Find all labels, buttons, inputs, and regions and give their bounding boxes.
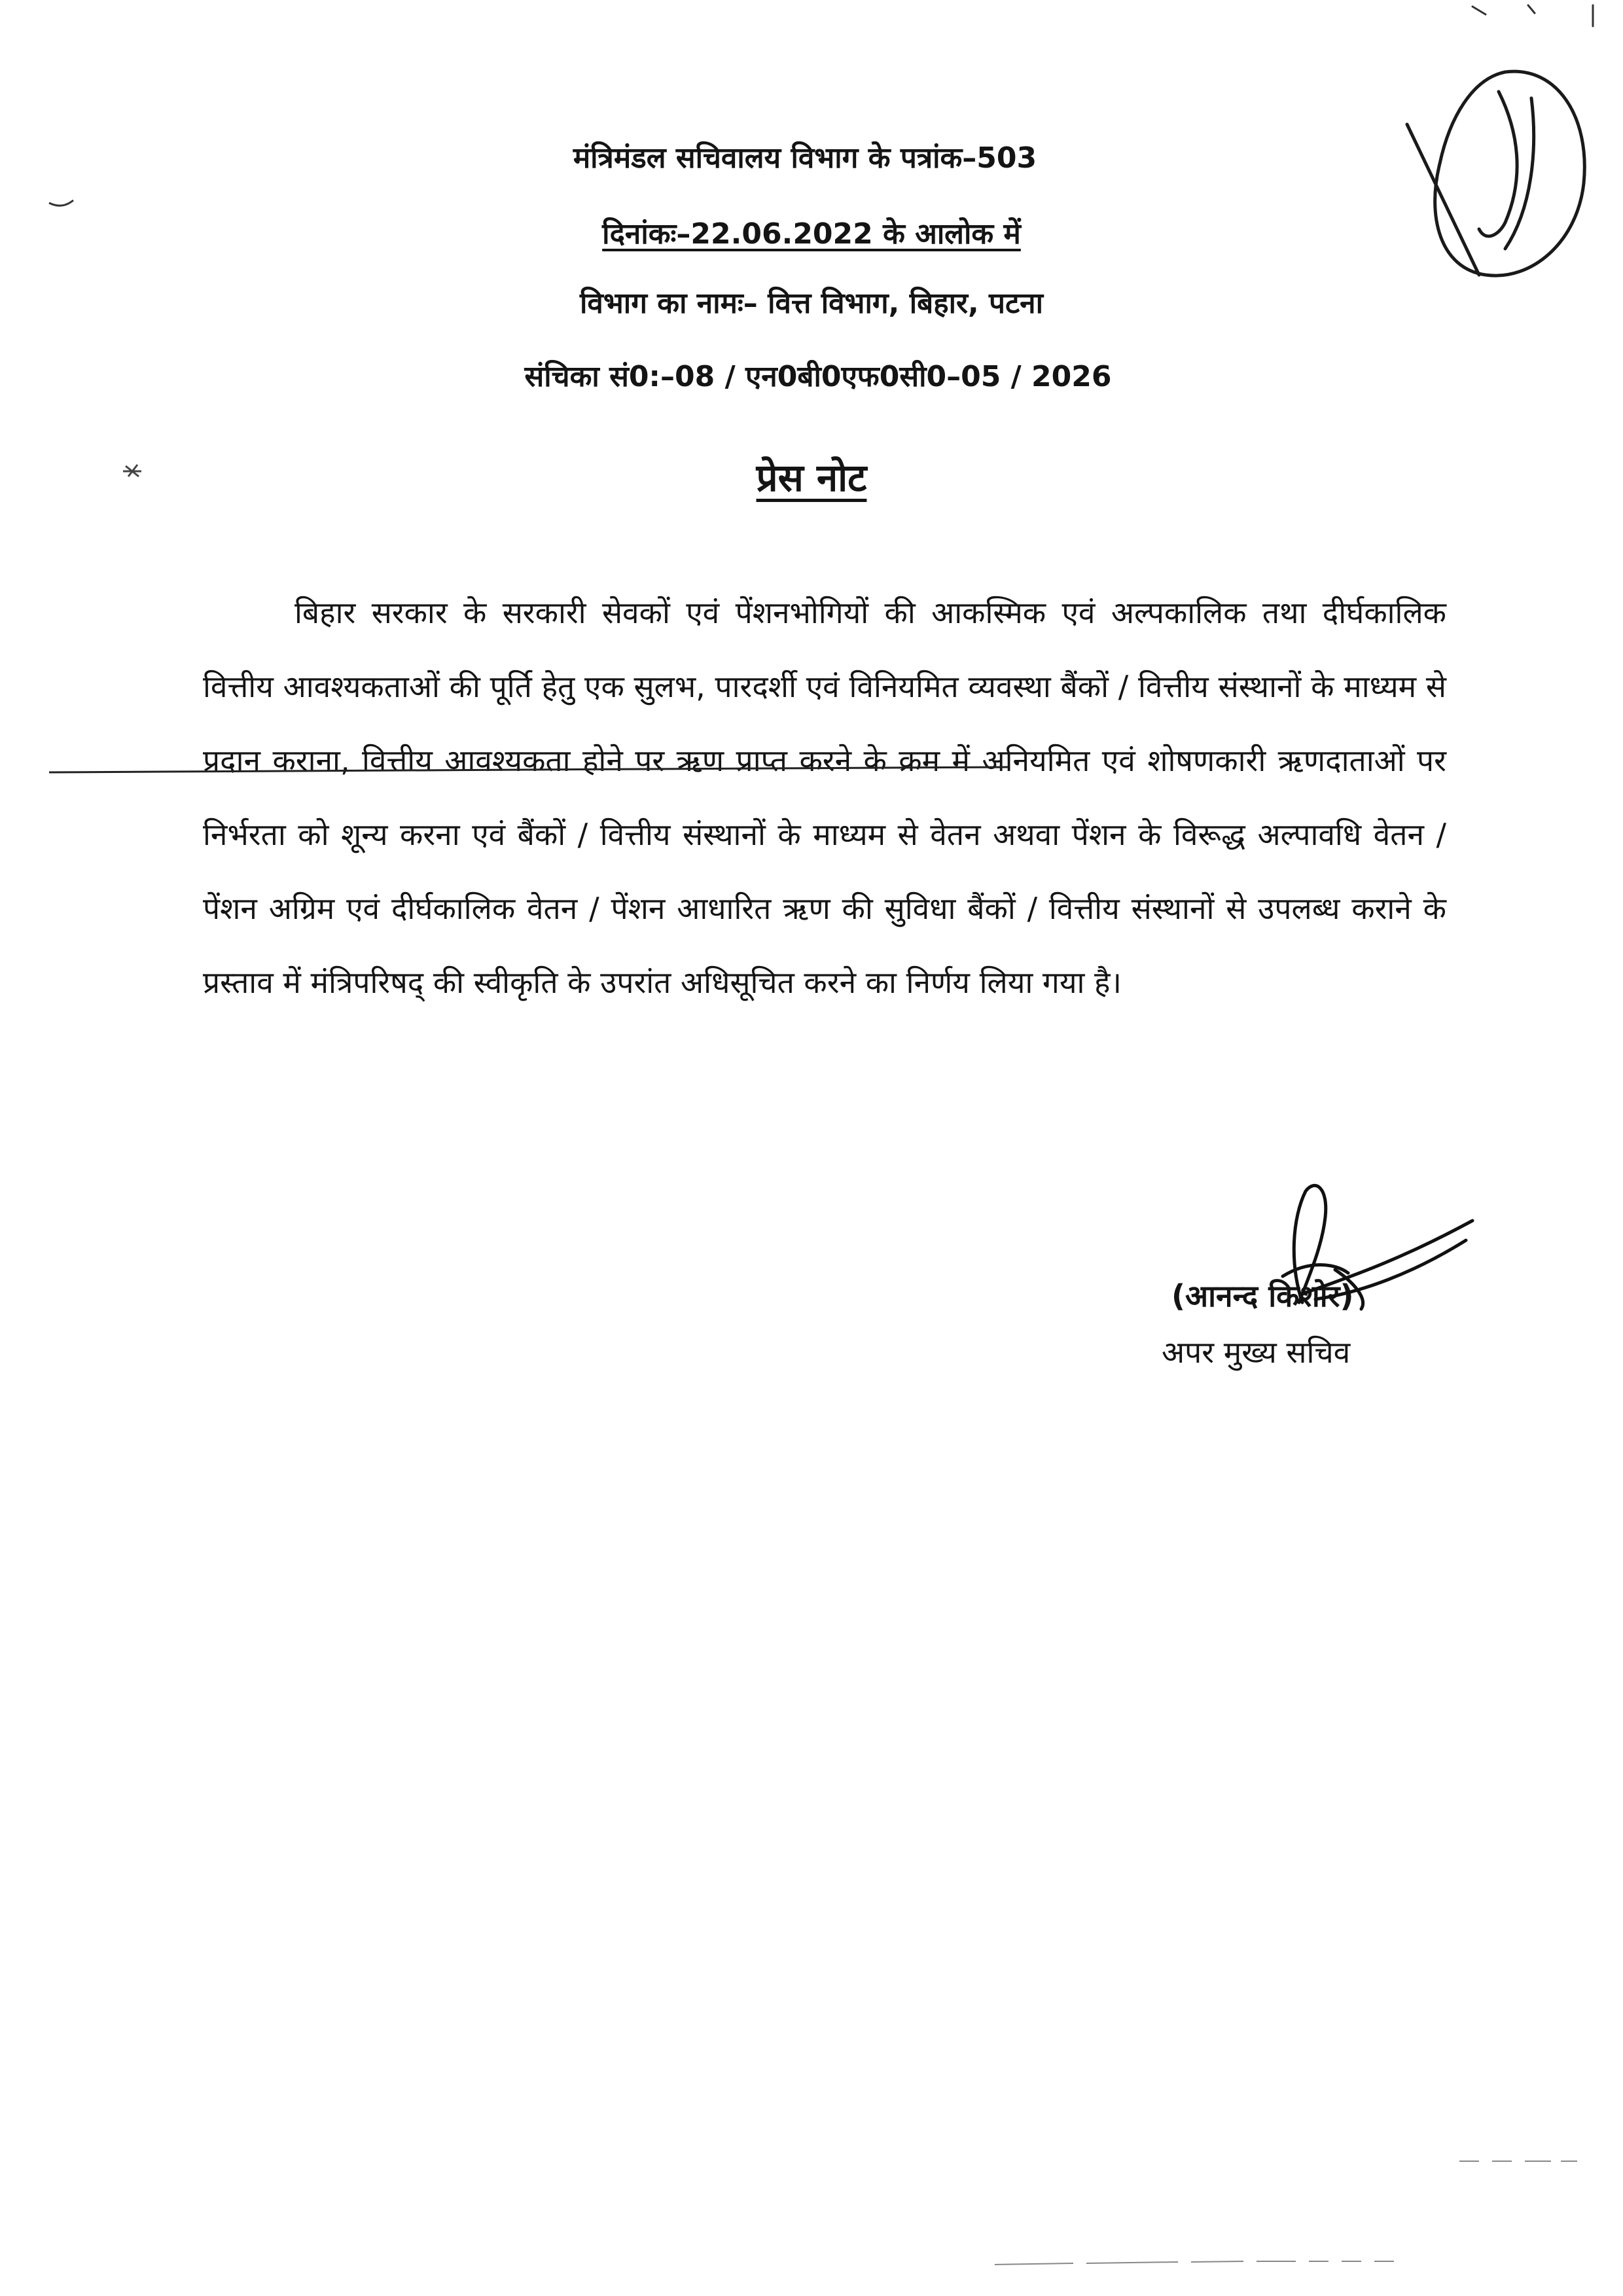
reference-date-text: दिनांकः–22.06.2022 के आलोक में	[602, 217, 1021, 251]
margin-mark	[49, 200, 73, 206]
bottom-faint-lines	[995, 2161, 1577, 2265]
department-name-line: विभाग का नामः– वित्त विभाग, बिहार, पटना	[580, 287, 1043, 320]
signatory-name: (आनन्द किशोर)	[1171, 1278, 1354, 1314]
press-note-title: प्रेस नोट	[756, 456, 867, 500]
reference-date-line	[0, 215, 1623, 254]
press-note-body: बिहार सरकार के सरकारी सेवकों एवं पेंशनभोगियों की आकस्मिक एवं अल्पकालिक तथा दीर्घकालिक वित्तीय आवश्यकताओं की पूर्ति हेतु एक सुलभ, पारदर्शी एवं विनियमित व्यवस्था बैंकों / वित्तीय संस्थानों के माध्यम से प्रदान कराना, वित्तीय आवश्यकता होने पर ऋण प्राप्त करने के क्रम में अनियमित एवं शोषणकारी ऋणदाताओं पर निर्भरता को शून्य करना एवं बैंकों / वित्तीय संस्थानों के माध्यम से वेतन अथवा पेंशन के विरूद्ध अल्पावधि वेतन / पेंशन अग्रिम एवं दीर्घकालिक वेतन / पेंशन आधारित ऋण की सुविधा बैंकों / वित्तीय संस्थानों से उपलब्ध कराने के प्रस्ताव में मंत्रिपरिषद् की स्वीकृति के उपरांत अधिसूचित करने का निर्णय लिया गया है।	[203, 595, 1446, 1000]
signatory-designation: अपर मुख्य सचिव	[1162, 1335, 1351, 1370]
letter-reference-line: मंत्रिमंडल सचिवालय विभाग के पत्रांक–503	[573, 141, 1037, 175]
corner-scratch-marks	[1472, 5, 1593, 26]
file-number-line: संचिका सं0:–08 / एन0बी0एफ0सी0–05 / 2026	[524, 360, 1112, 393]
